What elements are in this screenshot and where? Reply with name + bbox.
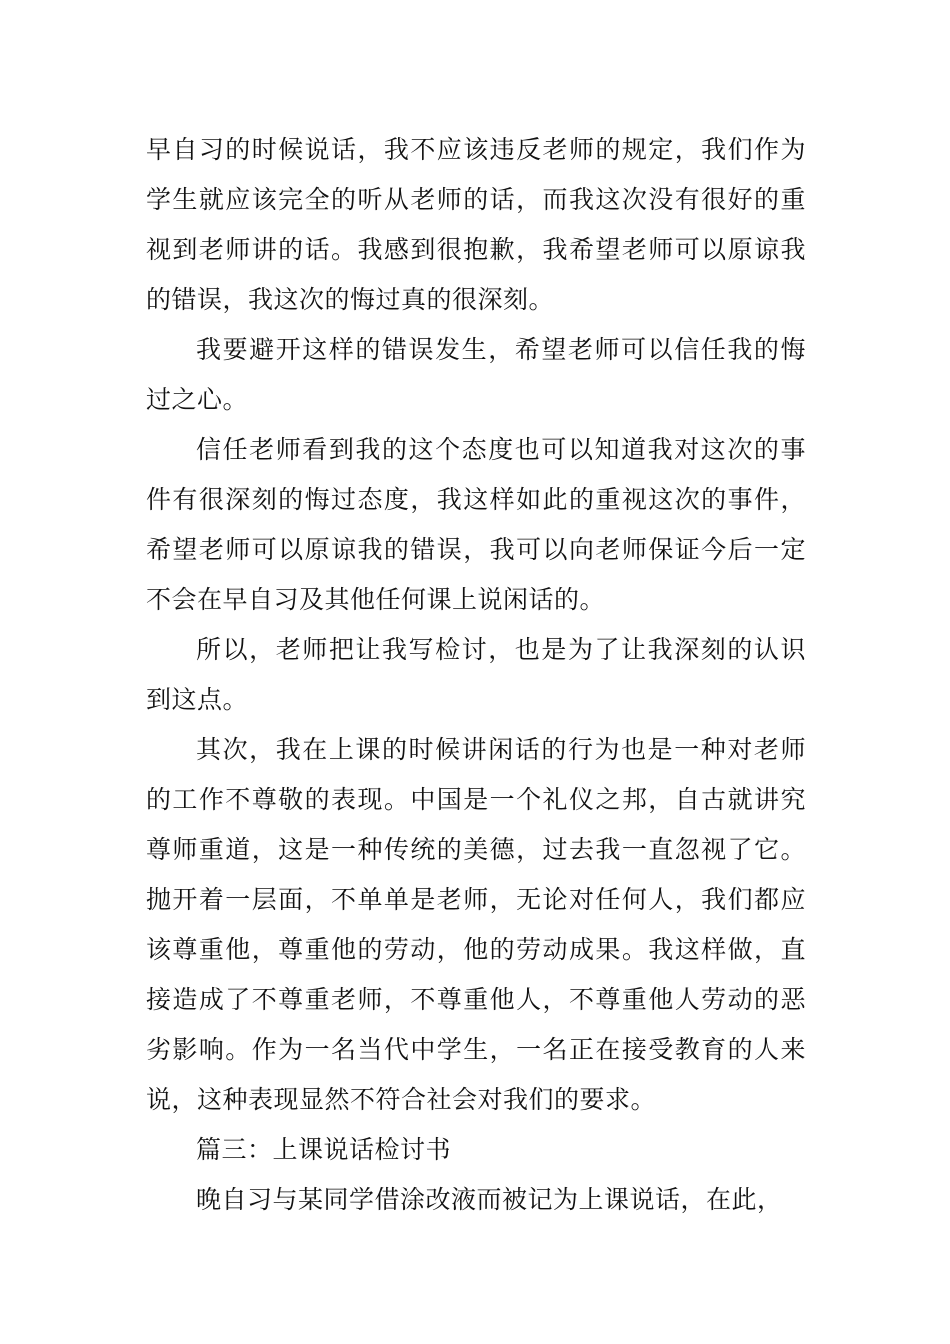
paragraph-2: 我要避开这样的错误发生，希望老师可以信任我的悔过之心。 bbox=[146, 335, 806, 414]
paragraph-5: 其次，我在上课的时候讲闲话的行为也是一种对老师的工作不尊敬的表现。中国是一个礼仪之邦，自古就讲究尊师重道，这是一种传统的美德，过去我一直忽视了它。抛开着一层面，不单单是老师，无论对任何人，我们都应该尊重他，尊重他的劳动，他的劳动成果。我这样做，直接造成了不尊重老师，不尊重他人，不尊重他人劳动的恶劣影响。作为一名当代中学生，一名正在接受教育的人来说，这种表现显然不符合社会对我们的要求。 bbox=[146, 735, 806, 1114]
section-heading: 篇三：上课说话检讨书 bbox=[196, 1135, 452, 1164]
paragraph-4: 所以，老师把让我写检讨，也是为了让我深刻的认识到这点。 bbox=[146, 635, 806, 714]
document-body bbox=[146, 125, 806, 1225]
paragraph-6: 晚自习与某同学借涂改液而被记为上课说话，在此， bbox=[196, 1185, 783, 1214]
paragraph-3: 信任老师看到我的这个态度也可以知道我对这次的事件有很深刻的悔过态度，我这样如此的重视这次的事件，希望老师可以原谅我的错误，我可以向老师保证今后一定不会在早自习及其他任何课上说闲话的。 bbox=[146, 435, 806, 614]
paragraph-1: 早自习的时候说话，我不应该违反老师的规定，我们作为学生就应该完全的听从老师的话，而我这次没有很好的重视到老师讲的话。我感到很抱歉，我希望老师可以原谅我的错误，我这次的悔过真的很深刻。 bbox=[146, 135, 806, 314]
